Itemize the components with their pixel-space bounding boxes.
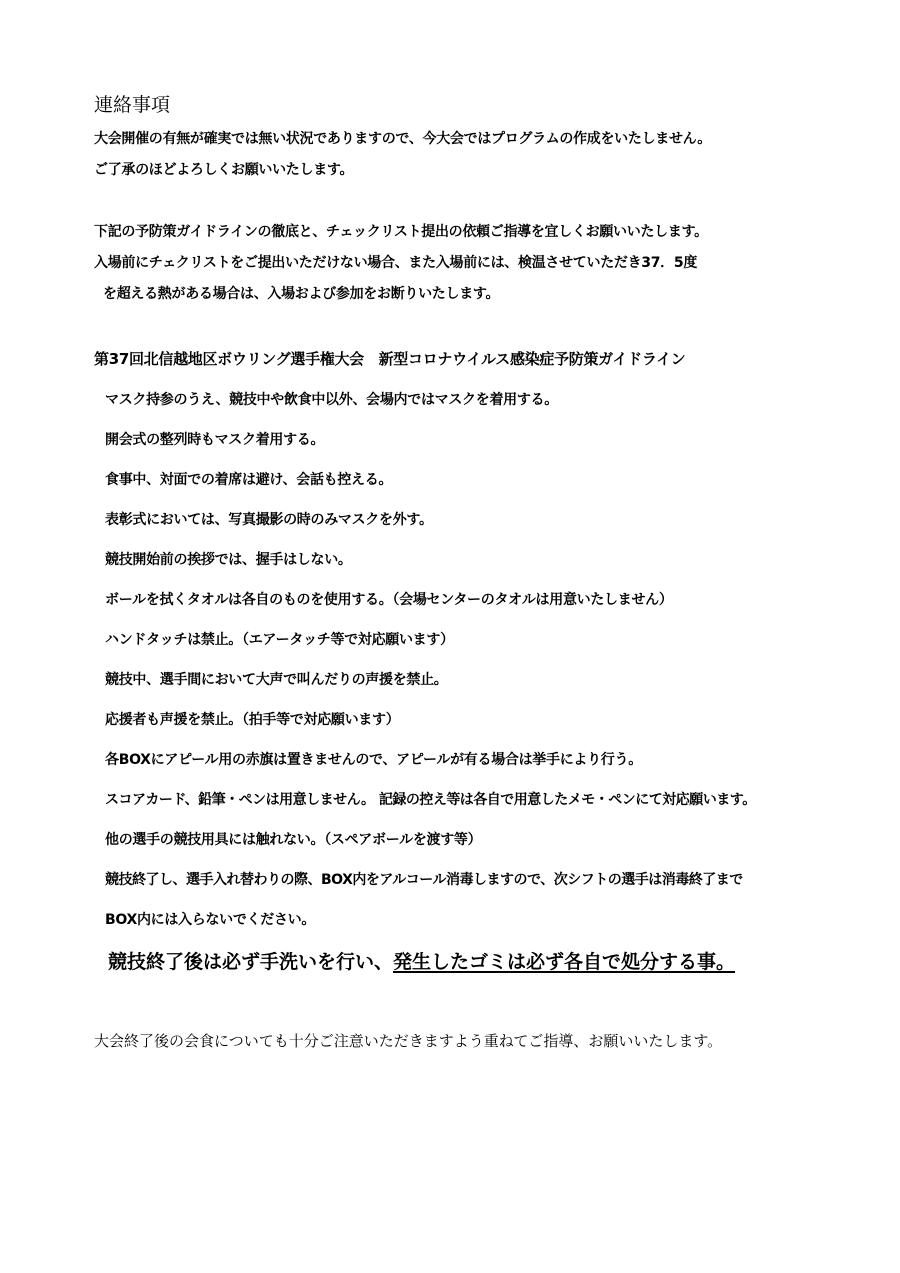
guideline-item: マスク持参のうえ、競技中や飲食中以外、会場内ではマスクを着用する。 [105, 392, 558, 408]
guideline-item: ボールを拭くタオルは各自のものを使用する。（会場センターのタオルは用意いたしません） [105, 592, 673, 608]
notice-line-4: 入場前にチェクリストをご提出いただけない場合、また入場前には、検温させていただき37．5度 [94, 255, 698, 271]
notice-heading: 連絡事項 [94, 94, 171, 116]
handwash-emphasis [108, 950, 735, 974]
guideline-item: スコアカード、鉛筆・ペンは用意しません。 記録の控え等は各自で用意したメモ・ペンにて対応願います。 [105, 792, 756, 808]
guideline-item: 競技開始前の挨拶では、握手はしない。 [105, 552, 352, 568]
guideline-item: 表彰式においては、写真撮影の時のみマスクを外す。 [105, 512, 433, 528]
notice-line-2: ご了承のほどよろしくお願いいたします。 [94, 162, 354, 178]
garbage-disposal-text: 発生したゴミは必ず各自で処分する事。 [393, 951, 736, 973]
guideline-item: 競技中、選手間において大声で叫んだりの声援を禁止。 [105, 672, 448, 688]
guideline-item: 応援者も声援を禁止。（拍手等で対応願います） [105, 712, 400, 728]
guideline-item: 各BOXにアピール用の赤旗は置きませんので、アピールが有る場合は挙手により行う。 [105, 752, 642, 768]
closing-text: 大会終了後の会食についても十分ご注意いただきますよう重ねてご指導、お願いいたします。 [94, 1032, 723, 1050]
guideline-item: 競技終了し、選手入れ替わりの際、BOX内をアルコール消毒しますので、次シフトの選手は消毒終了まで [105, 872, 743, 888]
guideline-title: 第37回北信越地区ボウリング選手権大会 新型コロナウイルス感染症予防策ガイドライン [94, 350, 686, 368]
guideline-item: BOX内には入らないでください。 [105, 912, 316, 928]
notice-line-1: 大会開催の有無が確実では無い状況でありますので、今大会ではプログラムの作成をいたしません。 [94, 131, 711, 147]
notice-line-5: を超える熱がある場合は、入場および参加をお断りいたします。 [103, 286, 500, 302]
guideline-item: 開会式の整列時もマスク着用する。 [105, 432, 325, 448]
guideline-item: 他の選手の競技用具には触れない。（スペアボールを渡す等） [105, 832, 482, 848]
guideline-item: 食事中、対面での着席は避け、会話も控える。 [105, 472, 393, 488]
notice-line-3: 下記の予防策ガイドラインの徹底と、チェックリスト提出の依頼ご指導を宜しくお願いいたします。 [94, 224, 708, 240]
handwash-text: 競技終了後は必ず手洗いを行い、 [108, 951, 394, 973]
guideline-item: ハンドタッチは禁止。（エアータッチ等で対応願います） [105, 632, 454, 648]
